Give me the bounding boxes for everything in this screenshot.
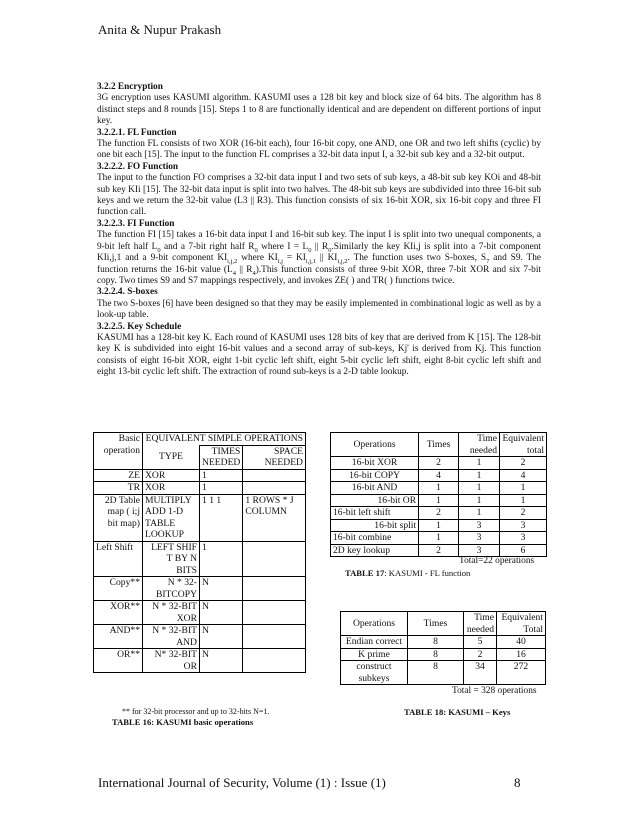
col-equivalent: EQUIVALENT SIMPLE OPERATIONS [143,433,306,446]
table-row [94,494,306,541]
table-cell [243,577,306,601]
table-cell [243,649,306,673]
table-cell: Time needed [459,433,500,457]
table-cell: N * 32-BIT XOR [143,601,200,625]
paragraph: 3G encryption uses KASUMI algorithm. KASUMI uses a 128 bit key and block size of 64 bits. The algorithm has 8 distinct steps and 8 rounds [15]. Steps 1 to 8 are functionally identical and are dependent on different portions of input key. [97,93,541,127]
table-cell: 2D key lookup [331,544,419,557]
col-times: TIMES NEEDED [200,445,243,469]
table-caption: TABLE 17: KASUMI - FL function [345,568,471,578]
table-row [331,507,547,520]
table-cell: 3 [459,544,500,557]
table-cell: 3 [500,519,547,532]
table-cell: 16-bit COPY [331,469,419,482]
table-row [331,532,547,545]
table-cell: LEFT SHIF T BY N BITS [143,541,200,577]
table-cell: 1 [500,494,547,507]
table-cell: 1 [200,541,243,577]
table-cell: Equivalent Total [497,612,546,636]
table-cell: 1 [200,469,243,482]
table-row [94,649,306,673]
col-type: TYPE [143,445,200,469]
col-space: SPACE NEEDED [243,445,306,469]
section-heading: 3.2.2 Encryption [97,82,163,92]
table-footnote: ** for 32-bit processor and up to 32-bits N=1. [122,707,270,716]
table-cell [243,469,306,482]
table-cell: 16-bit combine [331,532,419,545]
table-row [94,625,306,649]
table-cell: 2 [500,457,547,470]
table-cell: 16-bit OR [331,494,419,507]
table-cell: 5 [464,636,497,649]
table-cell [243,601,306,625]
table-row [331,544,547,557]
table-cell: 1 [459,482,500,495]
table-cell: 1 [459,469,500,482]
table-caption: TABLE 18: KASUMI – Keys [404,707,511,717]
table-cell: Times [408,612,464,636]
table-cell: 16 [497,648,546,661]
table-row [331,457,547,470]
table-row [331,482,547,495]
table-cell: 1 [200,482,243,495]
table-cell: 16-bit XOR [331,457,419,470]
table-cell: 3 [459,519,500,532]
table-cell: 2D Table map ( i;j bit map) [94,494,143,541]
table-row [94,541,306,577]
table-kasumi-keys [340,611,546,685]
table-cell: 3 [500,532,547,545]
table-cell: 8 [408,661,464,685]
table-cell: XOR [143,469,200,482]
paragraph: The function FI [15] takes a 16-bit data input I and 16-bit sub key. The input I is split into two unequal components, a 9-bit left half $L_0$ and a 7-bit right half $R_0$ where $I = L_0$ || $R_0.Similarly$ the key KIi,j is split into a 7-bit component KIi,j,1 and a 9-bit component $KI_{i,j,2}$ where $KI_{i,j} = KI_{i,j,1}$ || $KI_{i,j,2}$. The function uses two S-boxes, $S_7$ and S9. The function returns the 16-bit value ($L_4$ || $R_4).This$ function consists of three 9-bit XOR, three 7-bit XOR and six 7-bit copy. Two times S9 and S7 mappings respectively, and invokes ZE( ) and TR( ) functions twice. [97,230,542,286]
section-heading: 3.2.2.3. FI Function [97,218,175,229]
section-heading: 3.2.2.2. FO Function [97,161,179,172]
table-cell: AND** [94,625,143,649]
table-row [341,636,546,649]
table-cell: 1 [459,494,500,507]
table-cell: 1 [419,494,459,507]
table-cell: 1 [500,482,547,495]
table-cell: N [200,625,243,649]
table-cell: N* 32-BIT OR [143,649,200,673]
table-cell: 4 [419,469,459,482]
table-cell: N [200,649,243,673]
table-row [94,482,306,495]
table-cell: OR** [94,649,143,673]
table-cell: XOR [143,482,200,495]
col-basic-operation: Basic operation [94,433,143,470]
table-cell: 2 [419,544,459,557]
table-cell: 3 [459,532,500,545]
table-kasumi-basic-operations [93,432,306,673]
table-cell: Times [419,433,459,457]
table-cell: 272 [497,661,546,685]
table-cell [243,482,306,495]
table-cell: 16-bit AND [331,482,419,495]
table-cell: N [200,601,243,625]
table-cell: XOR** [94,601,143,625]
table-cell: 1 [459,507,500,520]
table-cell: 1 [419,532,459,545]
table-cell: 16-bit left shift [331,507,419,520]
table-cell: K prime [341,648,408,661]
table-cell: Left Shift [94,541,143,577]
table-cell: N * 32-BIT AND [143,625,200,649]
paragraph: The function FL consists of two XOR (16-bit each), four 16-bit copy, one AND, one OR and two left shifts (cyclic) by one bit each [15]. The input to the function FL comprises a 32-bit data input I, a 32-bit sub key and a 32-bit output. [97,139,541,161]
section-heading: 3.2.2.5. Key Schedule [97,321,182,332]
table-cell: Operations [341,612,408,636]
table-cell: 2 [464,648,497,661]
table-cell: 6 [500,544,547,557]
table-cell: 34 [464,661,497,685]
table-cell: 1 1 1 [200,494,243,541]
table-cell: construct subkeys [341,661,408,685]
table-cell: 2 [419,457,459,470]
page-number: 8 [514,775,521,790]
table-cell: N * 32-BITCOPY [143,577,200,601]
table-cell: ZE [94,469,143,482]
table-cell: 2 [419,507,459,520]
table-row [331,469,547,482]
table-cell: 1 ROWS * J COLUMN [243,494,306,541]
table-row [341,648,546,661]
table-caption: TABLE 16: KASUMI basic operations [112,717,254,727]
table-cell: Copy** [94,577,143,601]
table-cell: N [200,577,243,601]
table-cell [243,625,306,649]
table-cell: Time needed [464,612,497,636]
table-cell: Endian correct [341,636,408,649]
table-row [94,601,306,625]
table-cell: MULTIPLY ADD 1-D TABLE LOOKUP [143,494,200,541]
table-kasumi-fl-function [330,432,547,557]
article-body [97,82,541,379]
table-cell: 2 [500,507,547,520]
table-row [331,494,547,507]
section-heading: 3.2.2.1. FL Function [97,127,177,138]
paragraph: KASUMI has a 128-bit key K. Each round of KASUMI uses 128 bits of key that are derived from K [15]. The 128-bit key K is subdivided into eight 16-bit values and a second array of sub-keys, Kj' is derived from Kj. This function consists of eight 16-bit XOR, eight 1-bit cyclic left shift, eight 5-bit cyclic left shift, eight 8-bit cyclic left shift and eight 13-bit cyclic left shift. The extraction of round sub-keys is a 2-D table lookup. [97,332,541,378]
table-cell: Operations [331,433,419,457]
journal-footer: International Journal of Security, Volume (1) : Issue (1) [98,775,386,790]
table-cell: 8 [408,648,464,661]
table-cell: 4 [500,469,547,482]
table-total: Total = 328 operations [452,686,537,696]
table-cell: 1 [419,482,459,495]
table-row [94,577,306,601]
table-cell: 1 [459,457,500,470]
table-cell: 40 [497,636,546,649]
section-heading: 3.2.2.4. S-boxes [97,287,158,298]
table-row [331,519,547,532]
paragraph: The input to the function FO comprises a 32-bit data input I and two sets of sub keys, a 48-bit sub key KOi and 48-bit sub key KIi [15]. The 32-bit data input is split into two halves. The 48-bit sub keys are subdivided into three 16-bit sub keys and we return the 32-bit value (L3 || R3). This function consists of six 16-bit XOR, six 16-bit copy and three FI function call. [97,173,541,218]
table-cell: TR [94,482,143,495]
table-total: Total=22 operations [459,556,535,566]
table-row [94,469,306,482]
paragraph: The two S-boxes [6] have been designed so that they may be easily implemented in combinational logic as well as by a look-up table. [97,298,541,321]
table-cell: Equivalent total [500,433,547,457]
table-cell: 1 [419,519,459,532]
table-cell: 8 [408,636,464,649]
table-row [341,661,546,685]
running-head: Anita & Nupur Prakash [98,22,222,37]
table-cell: 16-bit split [331,519,419,532]
table-cell [243,541,306,577]
